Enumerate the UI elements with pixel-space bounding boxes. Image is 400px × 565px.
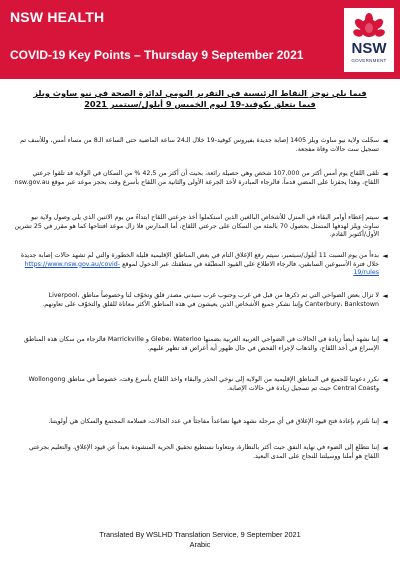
list-item <box>14 137 379 154</box>
rules-link[interactable]: https://www.nsw.gov.au/covid-19/rules <box>24 260 379 277</box>
header-subtitle: COVID-19 Key Points – Thursday 9 September 2021 <box>10 48 304 62</box>
nsw-government-logo <box>344 8 394 72</box>
logo-government-text: GOVERNMENT <box>351 58 387 63</box>
document-title: فيما يلي نوجز النقاط الرئيسية في التقرير اليومي لدائرة الصحة في نيو ساوث ويلز فيما يتعلق بكوفيد-19 ليوم الخميس 9 أيلول/سبتمبر 2021 <box>33 88 367 109</box>
header-banner <box>0 0 400 79</box>
footer <box>0 530 400 549</box>
list-item-text: إننا نشهد أيضاً زيادة في الحالات في الضواحي الغربية الغربية بضمنها Glebe، Waterloo و Marrickville فالرجاء من سكان هذه المناطق الإسراع في أخذ اللقاح، والذهاب لإجراء الفحص في حال ظهور أية أعراض قد تظهر عليهم. <box>23 336 379 352</box>
list-item <box>14 170 379 187</box>
bullet-arrow-icon: ◄ <box>382 170 388 178</box>
language-label: Arabic <box>189 539 211 549</box>
bullet-arrow-icon: ◄ <box>382 214 388 222</box>
list-item <box>14 336 379 353</box>
bullet-arrow-icon: ◄ <box>382 336 388 344</box>
bullet-arrow-icon: ◄ <box>382 376 388 384</box>
list-item-text: سيتم إعطاء أوامر البقاء في المنزل للأشخاص البالغين الذين استكملوا أخذ جرعتي اللقاح ابتداءً من يوم الاثنين الذي يلي وصول ولاية نيو ساوث ويلز لهدفها المتمثل بحصول 70 بالمئة من السكان على جرعتي اللقاح، أما المدارس فلا زال موعد افتتاحها كما هو مقرر في 25 تشرين الأول/أكتوبر القادم. <box>14 214 379 239</box>
list-item <box>14 444 379 461</box>
bullet-arrow-icon: ◄ <box>382 292 388 300</box>
bullet-arrow-icon: ◄ <box>382 252 388 260</box>
list-item <box>14 418 379 427</box>
bullet-arrow-icon: ◄ <box>382 137 388 145</box>
bullet-arrow-icon: ◄ <box>382 444 388 452</box>
list-item-text: سجّلت ولاية نيو ساوث ويلز 1405 إصابة جديدة بفيروس كوفيد-19 خلال الـ24 ساعة الماضية حتى الساعة الـ8 من مساء أمس، وللأسف تم تسجيل ست حالات وفاة مفجعة. <box>20 137 379 153</box>
list-item <box>14 252 379 278</box>
list-item-text: تلقى اللقاح يوم أمس أكثر من 107,000 شخص وهي حصيلة رائعة، بحيث أن أكثر من 42,5 % من السكان في الولاية قد تلقوا جرعتي اللقاح، وهذا يحفزنا على المضي قدماً، فالرجاء المبادرة لأخذ الجرعة الأولى والثانية من اللقاح بأسرع وقت بحجز موعد عبر موقع nsw.gov.au <box>14 170 379 186</box>
list-item-text: إننا نتطلع إلى الضوء في نهاية النفق حيث أكثر بالنظارة، ونتعاونا نستطيع تحقيق الحرية المنشودة بعيداً عن قيود الإغلاق، والتعليم بجرعتي اللقاح هو أملنا ووسيلتنا للنجاح على المدى البعيد. <box>28 444 379 460</box>
list-item-text: نكرر دعوتنا للجميع في المناطق الإقليمية من الولاية إلى نوخي الحذر والبقاء واخذ اللقاح بأسرع وقت، خصوصاً في مناطق Wollongong وCentral Coast حيث تم تسجيل زيادة في حالات الإصابة. <box>28 376 379 392</box>
bullet-arrow-icon: ◄ <box>382 418 388 426</box>
list-item-text: إننا نلتزم بإعادة فتح قيود الإغلاق في أي مرحلة نشهد فيها تصاعداً مفاجئاً في عدد الحالات، فسلامة المجتمع والسكان هي أولويتنا. <box>48 418 379 425</box>
list-item <box>14 376 379 393</box>
waratah-flower-icon <box>352 12 386 40</box>
translation-credit: Translated By WSLHD Translation Service, 9 September 2021 <box>99 530 301 539</box>
list-item-text: بدءاً من يوم السبت 11 أيلول/سبتمبر، سيتم رفع الإغلاق التام في بعض المناطق الإقليمية قليلة الخطورة والتي لم تشهد حالات إصابة جديدة خلال فترة الأسبوعين السابقين، فالرجاء الاطلاع على القيود المطبّقة في منطقتك عبر الدخول لموقع <box>20 252 379 268</box>
logo-wordmark: NSW <box>351 40 387 57</box>
list-item <box>14 292 379 309</box>
list-item-text: لا تزال بعض الضواحي التي تم ذكرها من قبل في غرب وجنوب غرب سيدني مصدر قلق وتخوّف لنا وخصوصاً مناطق Liverpool، Canterbury، Bankstown وإننا نشكر جميع الأشخاص الذين يعيشون في هذه المناطق الأكثر معاناة للقلق والتخوّف على تعاونهم. <box>42 292 379 308</box>
header-title: NSW HEALTH <box>10 9 105 25</box>
list-item <box>14 214 379 240</box>
